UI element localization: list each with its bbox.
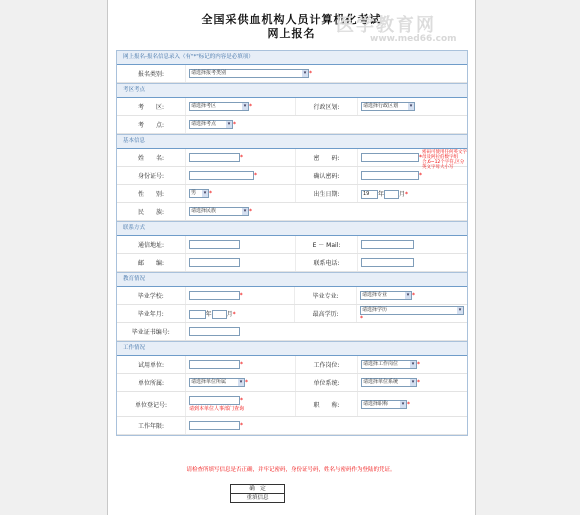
password-input[interactable] <box>361 153 419 162</box>
unit-type-label: 单位所属: <box>117 374 186 392</box>
required-mark: * <box>233 121 236 128</box>
confirm-button[interactable]: 确 定 <box>230 484 285 494</box>
confirm-password-input[interactable] <box>361 171 419 180</box>
section-exam-point: 考区考点 <box>117 83 467 98</box>
chevron-down-icon: ▾ <box>243 208 247 214</box>
password-hint: 密码可使用任何英文字母及阿拉伯数字组合,6~12个字符,区分英文字母大小写 <box>422 150 467 170</box>
cert-input[interactable] <box>189 327 240 336</box>
position-label: 工作岗位: <box>296 356 358 374</box>
required-mark: * <box>249 103 252 110</box>
year-unit: 年 <box>205 310 212 318</box>
work-table <box>117 356 467 435</box>
required-mark: * <box>254 172 257 179</box>
required-mark: * <box>360 314 363 322</box>
name-input[interactable] <box>189 153 240 162</box>
job-title-select[interactable] <box>361 400 407 409</box>
chevron-down-icon: ▾ <box>239 379 243 385</box>
chevron-down-icon: ▾ <box>303 70 307 76</box>
degree-label: 最高学历: <box>295 305 357 323</box>
email-input[interactable] <box>361 240 414 249</box>
name-label: 姓 名: <box>117 149 186 167</box>
postcode-label: 邮 编: <box>117 254 186 272</box>
required-mark: * <box>417 361 420 368</box>
grad-year-input[interactable] <box>189 310 206 319</box>
reg-type-table <box>117 65 467 83</box>
idcard-input[interactable] <box>189 171 254 180</box>
month-unit: 月 <box>399 190 406 198</box>
cert-label: 毕业证书编号: <box>117 323 185 341</box>
degree-value: 请选择学历 <box>362 306 388 313</box>
gender-value: 男 <box>191 190 197 196</box>
birth-year-input[interactable]: 19 <box>361 190 378 199</box>
school-label: 毕业学校: <box>117 287 185 305</box>
reg-type-select[interactable] <box>189 69 309 78</box>
required-mark: * <box>240 422 243 429</box>
chevron-down-icon: ▾ <box>406 292 410 298</box>
required-mark: * <box>232 310 236 318</box>
required-mark: * <box>240 397 243 404</box>
district-value: 请选择行政区划 <box>363 103 399 109</box>
chevron-down-icon: ▾ <box>458 306 462 313</box>
grad-month-input[interactable] <box>212 310 227 319</box>
required-mark: * <box>419 154 422 161</box>
page-title-line1: 全国采供血机构人员计算机化考试 <box>201 13 382 26</box>
chevron-down-icon: ▾ <box>401 400 405 407</box>
unit-sys-label: 单位系统: <box>296 374 358 392</box>
basic-table <box>117 149 467 221</box>
required-mark: * <box>245 379 248 386</box>
district-label: 行政区划: <box>296 98 358 116</box>
address-label: 通信地址: <box>117 236 186 254</box>
watermark-url: www.med66.com <box>370 34 457 44</box>
reg-type-label: 报名类别: <box>117 65 186 83</box>
idcard-label: 身份证号: <box>117 167 186 185</box>
required-mark: * <box>407 400 410 408</box>
job-title-label: 职 称: <box>296 392 358 417</box>
exam-area-label: 考 区: <box>117 98 186 116</box>
section-work: 工作情况 <box>117 341 467 356</box>
unit-type-select[interactable] <box>189 378 245 387</box>
notice-text: 请检查所填写信息是否正确，并牢记密码，身份证号码，姓名与密码作为登陆的凭证。 <box>186 467 396 473</box>
job-title-value: 请选择职称 <box>363 400 389 407</box>
contact-table <box>117 236 467 272</box>
required-mark: * <box>309 70 312 77</box>
password-label: 密 码: <box>296 149 358 167</box>
probation-input[interactable] <box>189 360 240 369</box>
required-mark: * <box>240 361 243 368</box>
month-unit: 月 <box>226 310 233 318</box>
section-contact: 联系方式 <box>117 221 467 236</box>
exam-table <box>117 98 467 134</box>
postcode-input[interactable] <box>189 258 240 267</box>
phone-input[interactable] <box>361 258 414 267</box>
education-table <box>117 287 467 341</box>
exam-point-value: 请选择考点 <box>191 121 217 127</box>
required-mark: * <box>249 208 252 215</box>
exam-point-select[interactable] <box>189 120 233 129</box>
required-mark: * <box>412 292 415 299</box>
intro-header: 网上报名-报名信息录入（有"*"标记的内容是必填项） <box>117 51 467 65</box>
birth-label: 出生日期: <box>296 185 358 203</box>
birth-month-input[interactable] <box>384 190 399 199</box>
chevron-down-icon: ▾ <box>243 103 247 109</box>
required-mark: * <box>240 154 243 161</box>
position-select[interactable] <box>361 360 417 369</box>
years-input[interactable] <box>189 421 240 430</box>
chevron-down-icon: ▾ <box>411 379 415 385</box>
required-mark: * <box>209 190 212 197</box>
nation-value: 请选择民族 <box>191 208 217 214</box>
page-title-line2: 网上报名 <box>267 27 316 40</box>
required-mark: * <box>417 379 420 386</box>
unit-type-value: 请选择单位所属 <box>191 379 227 385</box>
major-select[interactable] <box>360 291 412 300</box>
chevron-down-icon: ▾ <box>411 361 415 367</box>
reset-button[interactable]: 重填信息 <box>230 493 285 503</box>
registration-form <box>116 50 468 436</box>
exam-point-label: 考 点: <box>117 116 186 134</box>
required-mark: * <box>419 172 422 179</box>
email-label: E － Mail: <box>296 236 358 254</box>
years-label: 工作年限: <box>117 417 186 435</box>
gender-label: 性 别: <box>117 185 186 203</box>
section-education: 教育情况 <box>117 272 467 287</box>
grad-year-label: 毕业年月: <box>117 305 185 323</box>
gender-select[interactable] <box>189 189 209 198</box>
exam-area-select[interactable] <box>189 102 249 111</box>
required-mark: * <box>239 292 243 299</box>
nation-label: 民 族: <box>117 203 186 221</box>
degree-select[interactable] <box>360 306 464 315</box>
address-input[interactable] <box>189 240 240 249</box>
school-input[interactable] <box>189 291 240 300</box>
probation-label: 试用单位: <box>117 356 186 374</box>
chevron-down-icon: ▾ <box>203 190 207 196</box>
watermark-logo: 医学教育网 <box>336 15 436 36</box>
unit-reg-note: 请到本单位人事部门查询 <box>189 406 245 412</box>
confirm-password-label: 确认密码: <box>296 167 358 185</box>
major-value: 请选择专业 <box>362 292 388 298</box>
registration-page <box>107 0 476 515</box>
exam-area-value: 请选择考区 <box>191 103 217 109</box>
unit-reg-input[interactable] <box>189 396 240 405</box>
district-select[interactable] <box>361 102 415 111</box>
phone-label: 联系电话: <box>296 254 358 272</box>
position-value: 请选择工作岗位 <box>363 361 399 367</box>
reg-type-value: 请选择报考类别 <box>191 70 227 76</box>
year-unit: 年 <box>378 190 385 198</box>
unit-sys-value: 请选择单位系统 <box>363 379 399 385</box>
unit-sys-select[interactable] <box>361 378 417 387</box>
nation-select[interactable] <box>189 207 249 216</box>
unit-reg-label: 单位登记号: <box>117 392 186 417</box>
chevron-down-icon: ▾ <box>227 121 231 127</box>
major-label: 毕业专业: <box>295 287 357 305</box>
chevron-down-icon: ▾ <box>409 103 413 109</box>
required-mark: * <box>405 190 409 198</box>
section-basic: 基本信息 <box>117 134 467 149</box>
